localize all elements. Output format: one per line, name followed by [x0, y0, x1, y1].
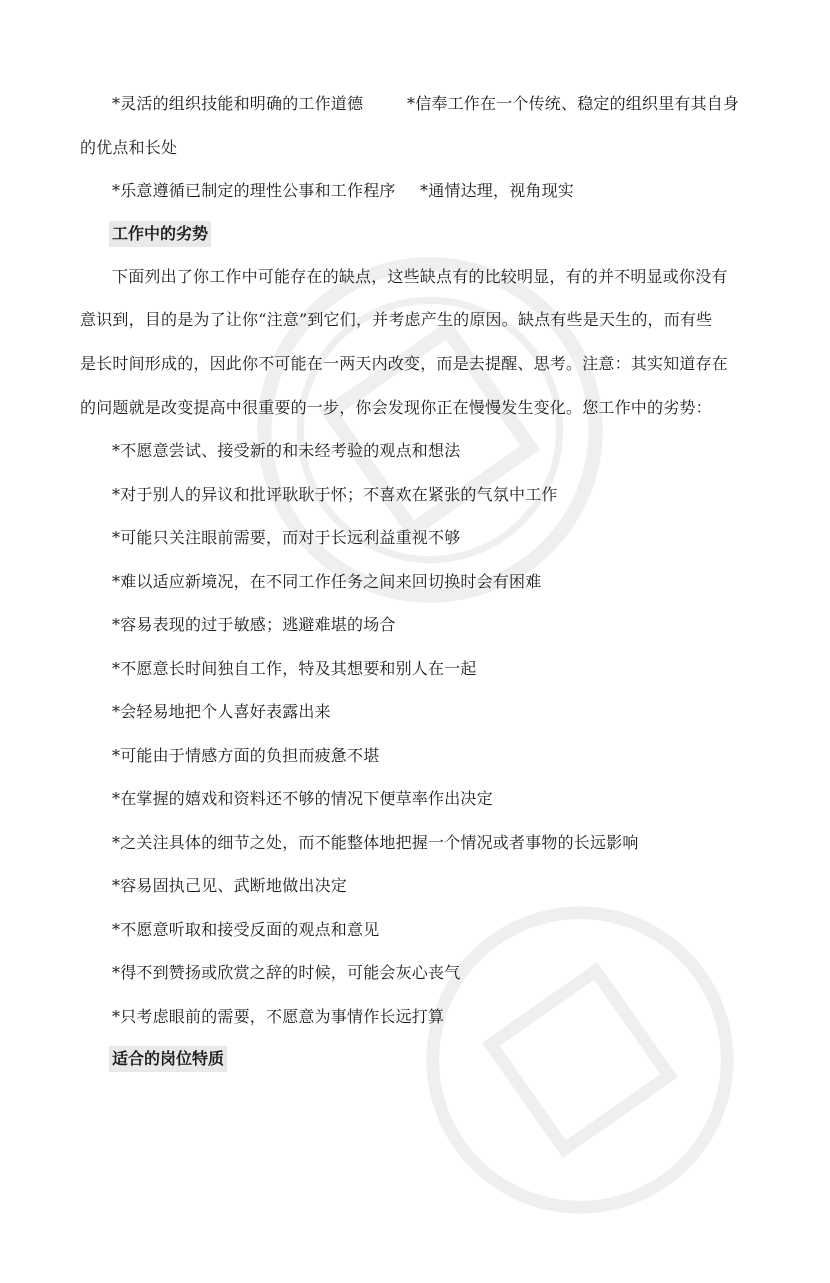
strength-line-3: *乐意遵循已制定的理性公事和工作程序	[112, 181, 396, 200]
intro-line-2: 意识到，目的是为了让你“注意”到它们，并考虑产生的原因。缺点有些是天生的，而有些	[80, 310, 713, 329]
section-heading-weakness: 工作中的劣势	[109, 221, 211, 247]
weakness-item: *可能由于情感方面的负担而疲惫不堪	[112, 746, 380, 765]
weakness-item: *可能只关注眼前需要，而对于长远利益重视不够	[112, 528, 461, 547]
weakness-item: *容易固执己见、武断地做出决定	[112, 876, 348, 895]
weakness-item: *不愿意听取和接受反面的观点和意见	[112, 920, 380, 939]
weakness-item: *容易表现的过于敏感；逃避难堪的场合	[112, 615, 396, 634]
intro-line-1: 下面列出了你工作中可能存在的缺点，这些缺点有的比较明显，有的并不明显或你没有	[112, 267, 728, 286]
intro-line-4: 的问题就是改变提高中很重要的一步，你会发现你正在慢慢发生变化。您工作中的劣势：	[80, 398, 712, 417]
weakness-item: *对于别人的异议和批评耿耿于怀；不喜欢在紧张的气氛中工作	[112, 485, 558, 504]
strength-line-2-continued: 的优点和长处	[80, 138, 178, 157]
strength-line-1: *灵活的组织技能和明确的工作道德	[112, 94, 364, 113]
weakness-item: *在掌握的嬉戏和资料还不够的情况下便草率作出决定	[112, 789, 493, 808]
weakness-item: *不愿意尝试、接受新的和未经考验的观点和想法	[112, 441, 461, 460]
weakness-item: *会轻易地把个人喜好表露出来	[112, 702, 331, 721]
weakness-item: *只考虑眼前的需要，不愿意为事情作长远打算	[112, 1007, 445, 1026]
watermark-seal-icon	[179, 179, 680, 680]
intro-line-3: 是长时间形成的，因此你不可能在一两天内改变，而是去提醒、思考。注意：其实知道存在	[80, 354, 729, 373]
weakness-item: *不愿意长时间独自工作，特及其想要和别人在一起	[112, 659, 477, 678]
section-heading-job-fit: 适合的岗位特质	[109, 1046, 227, 1072]
weakness-item: *难以适应新境况，在不同工作任务之间来回切换时会有困难	[112, 572, 542, 591]
weakness-item: *之关注具体的细节之处，而不能整体地把握一个情况或者事物的长远影响	[112, 833, 639, 852]
weakness-item: *得不到赞扬或欣赏之辞的时候，可能会灰心丧气	[112, 963, 461, 982]
strength-line-4: *通情达理，视角现实	[420, 181, 575, 200]
watermark-seal-icon-2	[357, 837, 803, 1283]
strength-line-2: *信奉工作在一个传统、稳定的组织里有其自身	[407, 94, 740, 113]
